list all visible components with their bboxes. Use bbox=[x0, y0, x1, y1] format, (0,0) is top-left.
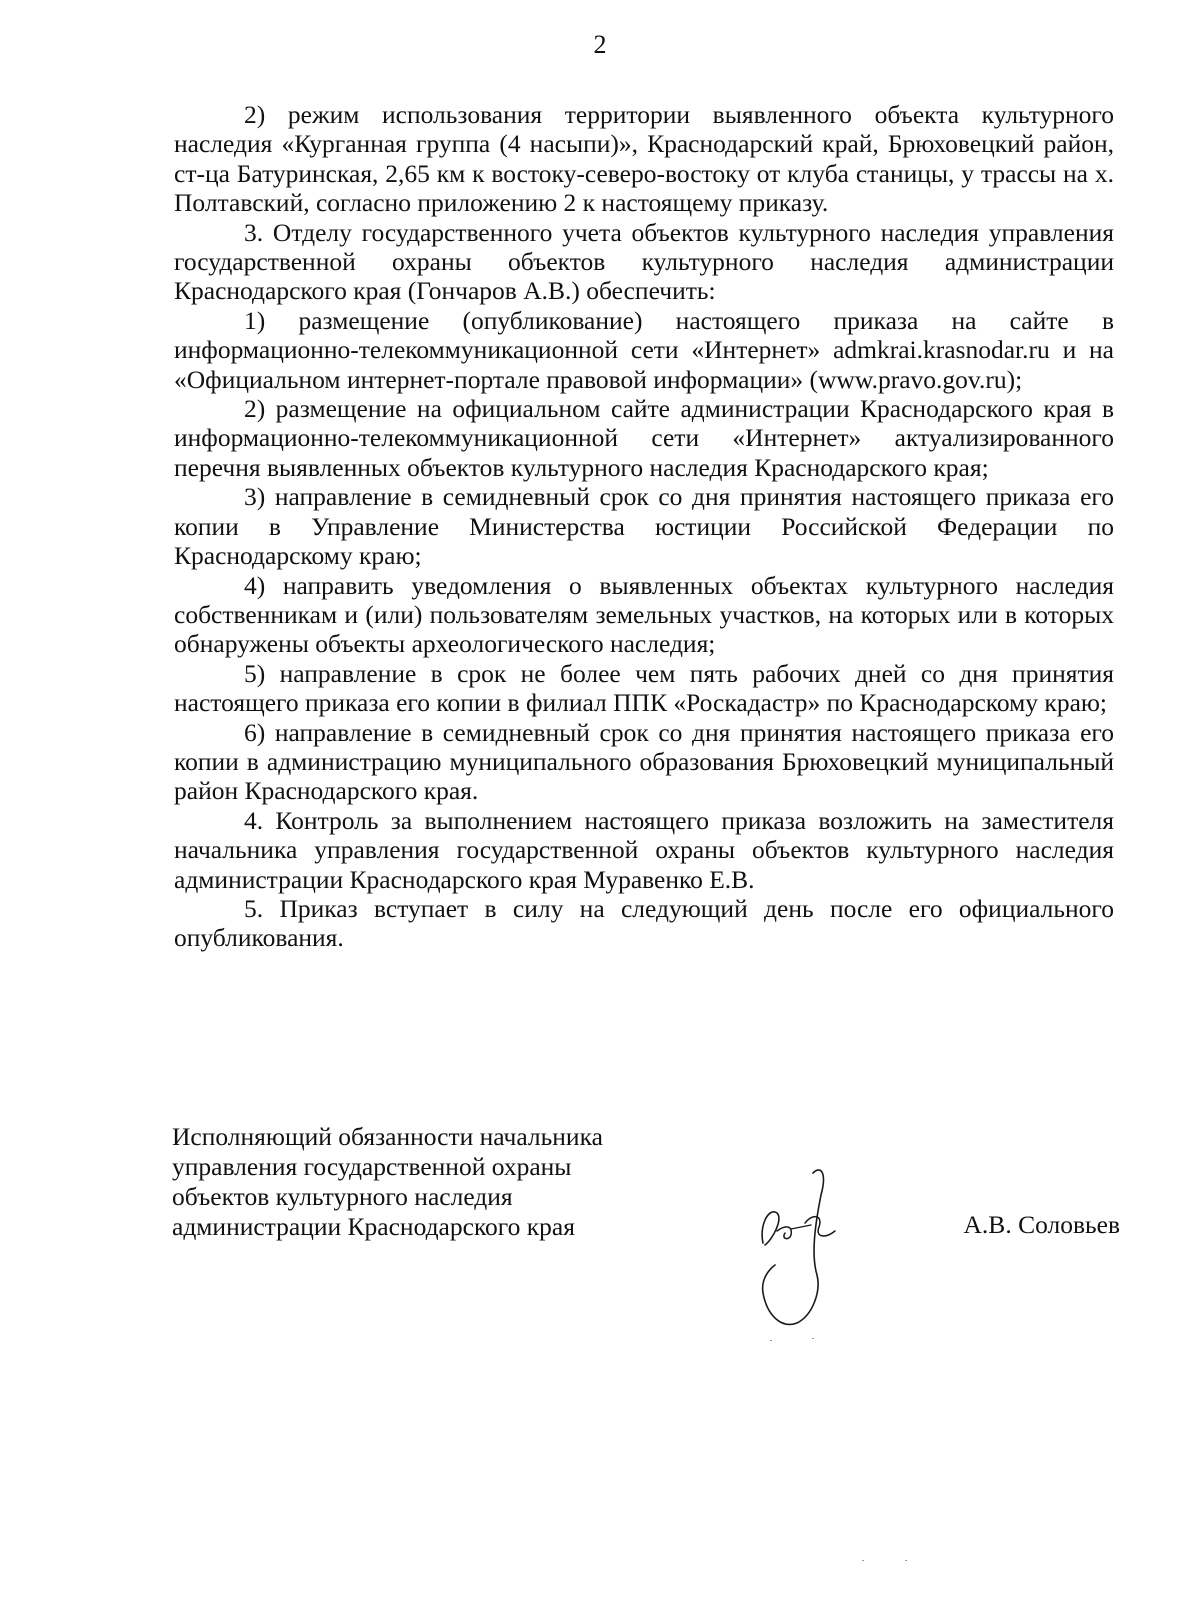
scan-speck bbox=[812, 1338, 814, 1339]
signatory-title-line: Исполняющий обязанности начальника bbox=[172, 1122, 603, 1151]
paragraph-sub-4: 4) направить уведомления о выявленных объектах культурного наследия собственникам и (или) пользователям земельных участков, на которых или в которых обнаружены объекты археологического наследия; bbox=[174, 570, 1114, 659]
paragraph-sub-5: 5) направление в срок не более чем пять рабочих дней со дня принятия настоящего приказа его копии в филиал ППК «Роскадастр» по Краснодарскому краю; bbox=[174, 658, 1114, 718]
document-body bbox=[174, 100, 1114, 953]
paragraph-sub-3: 3) направление в семидневный срок со дня принятия настоящего приказа его копии в Управление Министерства юстиции Российской Федерации по Краснодарскому краю; bbox=[174, 482, 1114, 571]
scan-speck bbox=[862, 1560, 864, 1561]
paragraph-sub-2: 2) размещение на официальном сайте администрации Краснодарского края в информационно-телекоммуникационной сети «Интернет» актуализированного перечня выявленных объектов культурного наследия Краснодарского края; bbox=[174, 394, 1114, 482]
signatory-title-line: администрации Краснодарского края bbox=[172, 1212, 575, 1241]
handwritten-signature bbox=[755, 1165, 865, 1335]
signatory-title bbox=[172, 1122, 692, 1242]
paragraph-sub-1: 1) размещение (опубликование) настоящего приказа на сайте в информационно-телекоммуникационной сети «Интернет» admkrai.krasnodar.ru и на «Официальном интернет-портале правовой информации» (www.pravo.gov.ru); bbox=[174, 305, 1114, 394]
page-number: 2 bbox=[593, 30, 607, 59]
paragraph-sub-6: 6) направление в семидневный срок со дня принятия настоящего приказа его копии в администрацию муниципального образования Брюховецкий муниципальный район Краснодарского края. bbox=[174, 717, 1114, 806]
signatory-name: А.В. Соловьев bbox=[963, 1210, 1120, 1239]
paragraph-item-3: 3. Отделу государственного учета объектов культурного наследия управления государственной охраны объектов культурного наследия администрации Краснодарского края (Гончаров А.В.) обеспечить: bbox=[174, 217, 1114, 306]
paragraph-item-4: 4. Контроль за выполнением настоящего приказа возложить на заместителя начальника управления государственной охраны объектов культурного наследия администрации Краснодарского края Муравенко Е.В. bbox=[174, 805, 1114, 894]
paragraph-item-5: 5. Приказ вступает в силу на следующий день после его официального опубликования. bbox=[174, 893, 1114, 953]
signatory-title-line: управления государственной охраны bbox=[172, 1152, 572, 1181]
scan-speck bbox=[770, 1340, 772, 1341]
scan-speck bbox=[905, 1560, 907, 1561]
paragraph-regime-2: 2) режим использования территории выявленного объекта культурного наследия «Курганная группа (4 насыпи)», Краснодарский край, Брюховецкий район, ст-ца Батуринская, 2,65 км к востоку-северо-востоку от клуба станицы, у трассы на х. Полтавский, согласно приложению 2 к настоящему приказу. bbox=[174, 100, 1114, 218]
signatory-title-line: объектов культурного наследия bbox=[172, 1182, 513, 1211]
